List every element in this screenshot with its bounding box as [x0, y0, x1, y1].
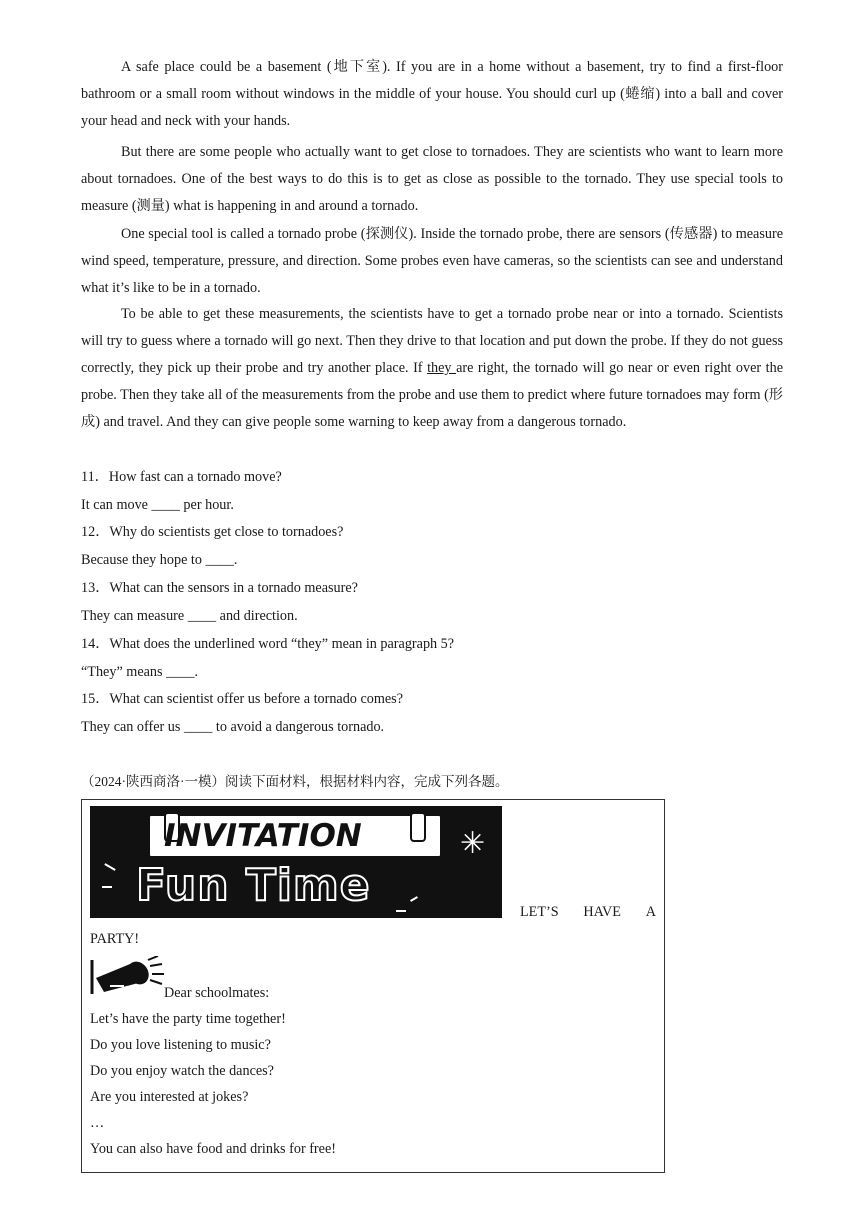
question-11: 11．How fast can a tornado move? — [81, 469, 282, 485]
sparkle-dash-icon — [104, 863, 115, 871]
invitation-box — [81, 799, 665, 1173]
sparkle-icon: ✳ — [460, 826, 486, 861]
invitation-line: Let’s have the party time together! — [90, 1011, 286, 1027]
invitation-banner-image — [90, 806, 502, 918]
have-word: HAVE — [583, 904, 621, 920]
sparkle-dash-icon — [410, 896, 418, 902]
invitation-line: Do you love listening to music? — [90, 1037, 271, 1053]
invitation-line: Do you enjoy watch the dances? — [90, 1063, 274, 1079]
question-12: 12．Why do scientists get close to tornadoes? — [81, 524, 344, 540]
greeting: Dear schoolmates: — [164, 985, 270, 1001]
answer-15: They can offer us ____ to avoid a dangerous tornado. — [81, 719, 385, 735]
answer-14: “They” means ____. — [81, 664, 199, 680]
banner-title-plate — [148, 814, 442, 858]
lets-word: LET’S — [520, 904, 559, 920]
banner-title: INVITATION — [164, 818, 362, 854]
answer-12: Because they hope to ____. — [81, 552, 238, 568]
sparkle-dash-icon — [102, 886, 112, 888]
a-word: A — [645, 904, 656, 920]
lets-have-a — [520, 904, 656, 921]
party-line: PARTY! — [90, 931, 140, 947]
paragraph-2: But there are some people who actually want to get close to tornadoes. They are scientists who want to learn more about tornadoes. One of the best ways to do this is to get as close as possible to the tornado. They use special tools to measure (测量) what is happening in and around a tornado. — [81, 144, 783, 214]
invitation-line: … — [90, 1115, 105, 1131]
banner-subtitle: Fun Time — [136, 860, 371, 911]
underlined-they: they — [427, 360, 457, 376]
invitation-line: You can also have food and drinks for free! — [90, 1141, 336, 1157]
paragraph-1: A safe place could be a basement (地下室). If you are in a home without a basement, try to find a first-floor bathroom or a small room without windows in the middle of your house. You should curl up (蜷缩) into a ball and cover your head and neck with your hands. — [81, 59, 783, 129]
answer-11: It can move ____ per hour. — [81, 497, 234, 513]
party-horn-icon — [90, 956, 164, 996]
paragraph-4 — [81, 301, 783, 436]
banner-peg-right — [410, 812, 426, 842]
question-13: 13．What can the sensors in a tornado measure? — [81, 580, 358, 596]
answer-13: They can measure ____ and direction. — [81, 608, 298, 624]
source-line: （2024·陕西商洛·一模）阅读下面材料，根据材料内容，完成下列各题。 — [81, 774, 509, 789]
invitation-line: Are you interested at jokes? — [90, 1089, 249, 1105]
sparkle-dash-icon — [396, 910, 406, 912]
question-14: 14．What does the underlined word “they” mean in paragraph 5? — [81, 636, 455, 652]
paragraph-3: One special tool is called a tornado probe (探测仪). Inside the tornado probe, there are sensors (传感器) to measure wind speed, temperature, pressure, and direction. Some probes even have cameras, so the scientists can see and understand what it’s like to be in a tornado. — [81, 226, 783, 296]
question-15: 15．What can scientist offer us before a tornado comes? — [81, 691, 403, 707]
paragraph-4-part-2: are right, the tornado will go near or even right over the probe. Then they take all of the measurements from the probe and use them to predict where future tornadoes may form (形成) and travel. And they can give people some warning to keep away from a dangerous tornado. — [81, 360, 783, 430]
paragraph-4-part-1: To be able to get these measurements, the scientists have to get a tornado probe near or into a tornado. Scientists will try to guess where a tornado will go next. Then they drive to that location and put down the probe. If they do not guess correctly, they pick up their probe and try another place. If — [81, 306, 783, 376]
